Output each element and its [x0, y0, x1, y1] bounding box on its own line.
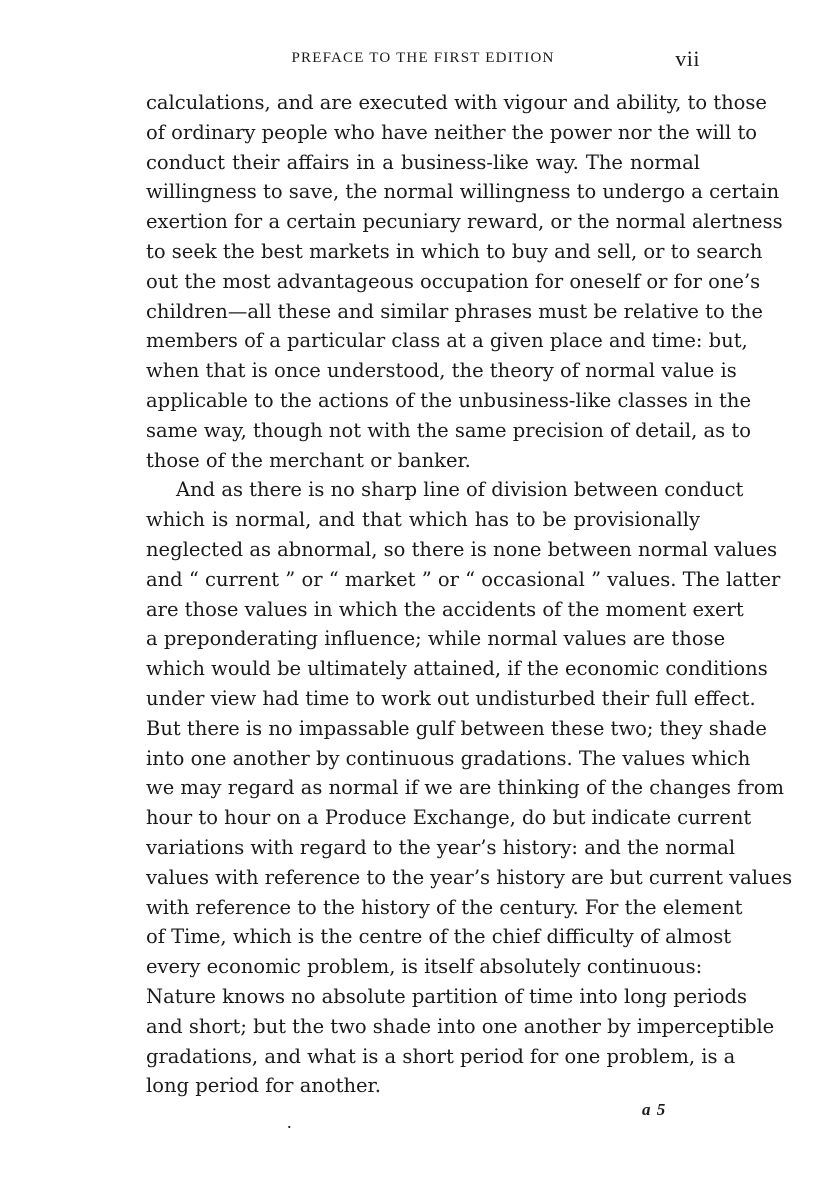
text-line: But there is no impassable gulf between these two; they shade	[146, 716, 767, 740]
text-line: when that is once understood, the theory of normal value is	[146, 359, 737, 383]
text-line: calculations, and are executed with vigour and ability, to those	[146, 91, 767, 114]
text-line: values with reference to the year’s history are but current values	[146, 865, 793, 889]
text-line: variations with regard to the year’s history: and the normal	[146, 835, 736, 859]
text-line: of ordinary people who have neither the power nor the will to	[146, 120, 758, 144]
text-line: exertion for a certain pecuniary reward, or the normal alertness	[146, 210, 783, 234]
text-line: And as there is no sharp line of division between conduct	[176, 478, 744, 502]
paragraph-2	[146, 475, 793, 1101]
text-line: children—all these and similar phrases must be relative to the	[146, 299, 763, 323]
text-line: out the most advantageous occupation for oneself or for one’s	[146, 269, 761, 293]
text-line: neglected as abnormal, so there is none between normal values	[146, 537, 778, 561]
text-line: of Time, which is the centre of the chief difficulty of almost	[146, 925, 732, 949]
text-line: and “ current ” or “ market ” or “ occasional ” values. The latter	[146, 567, 781, 591]
page-number: vii	[675, 46, 700, 71]
text-line: are those values in which the accidents of the moment exert	[146, 597, 744, 621]
paragraph-1	[146, 88, 783, 475]
signature-mark: a 5	[642, 1100, 667, 1119]
text-line: those of the merchant or banker.	[146, 448, 471, 472]
text-line: long period for another.	[146, 1074, 381, 1098]
text-line: with reference to the history of the century. For the element	[146, 895, 743, 919]
text-line: we may regard as normal if we are thinking of the changes from	[146, 776, 784, 800]
text-line: conduct their affairs in a business-like way. The normal	[146, 150, 700, 174]
text-line: and short; but the two shade into one another by imperceptible	[146, 1014, 775, 1038]
text-line: members of a particular class at a given place and time: but,	[146, 329, 748, 353]
body-text	[146, 88, 793, 1101]
text-line: applicable to the actions of the unbusiness-like classes in the	[146, 388, 751, 412]
running-title: PREFACE TO THE FIRST EDITION	[291, 50, 555, 66]
text-line: under view had time to work out undisturbed their full effect.	[146, 686, 756, 710]
text-line: to seek the best markets in which to buy and sell, or to search	[146, 239, 763, 263]
running-head	[146, 44, 700, 74]
text-line: same way, though not with the same precision of detail, as to	[146, 418, 751, 442]
text-line: Nature knows no absolute partition of time into long periods	[146, 984, 748, 1008]
text-line: which would be ultimately attained, if the economic conditions	[146, 657, 768, 681]
text-line: gradations, and what is a short period for one problem, is a	[146, 1044, 736, 1068]
text-line: willingness to save, the normal willingness to undergo a certain	[146, 180, 780, 204]
text-line: which is normal, and that which has to be provisionally	[146, 508, 700, 532]
footer-mark: .	[287, 1112, 292, 1132]
text-line: hour to hour on a Produce Exchange, do but indicate current	[146, 806, 752, 830]
text-line: every economic problem, is itself absolutely continuous:	[146, 955, 703, 979]
text-line: into one another by continuous gradations. The values which	[146, 746, 751, 770]
text-line: a preponderating influence; while normal values are those	[146, 627, 726, 651]
